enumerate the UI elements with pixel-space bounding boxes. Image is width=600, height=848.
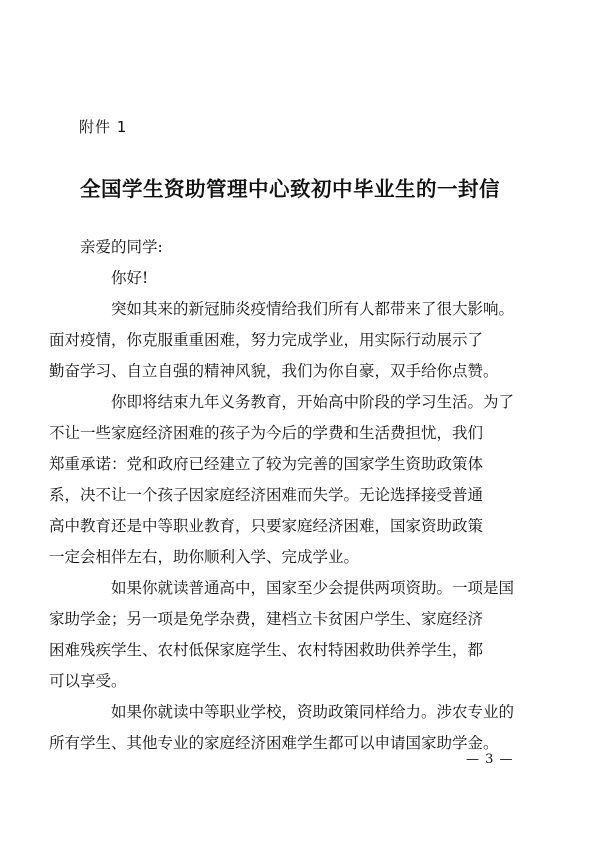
paragraph-line: 勤奋学习、自立自强的精神风貌，我们为你自豪，双手给你点赞。 (49, 362, 499, 380)
letter-body (49, 232, 528, 759)
paragraph-line: 高中教育还是中等职业教育，只要家庭经济困难，国家资助政策 (49, 517, 484, 535)
paragraph-line: 所有学生、其他专业的家庭经济困难学生都可以申请国家助学金。 (49, 734, 499, 752)
greeting: 你好! (111, 269, 149, 287)
paragraph-line: 你即将结束九年义务教育，开始高中阶段的学习生活。为了 (111, 393, 515, 411)
paragraph-line: 可以享受。 (49, 672, 127, 690)
paragraph-impact (49, 294, 528, 387)
paragraph-line: 系，决不让一个孩子因家庭经济困难而失学。无论选择接受普通 (49, 486, 484, 504)
paragraph-line: 困难残疾学生、农村低保家庭学生、农村特困救助供养学生，都 (49, 641, 484, 659)
paragraph-line: 家助学金；另一项是免学杂费，建档立卡贫困户学生、家庭经济 (49, 610, 484, 628)
paragraph-line: 郑重承诺：党和政府已经建立了较为完善的国家学生资助政策体 (49, 455, 484, 473)
page-number: — 3 — (466, 752, 514, 767)
paragraph-vocational (49, 697, 528, 759)
paragraph-line: 如果你就读中等职业学校，资助政策同样给力。涉农专业的 (111, 703, 515, 721)
paragraph-line: 一定会相伴左右，助你顺利入学、完成学业。 (49, 548, 360, 566)
paragraph-policy (49, 387, 528, 573)
salutation: 亲爱的同学: (80, 238, 163, 256)
paragraph-high-school (49, 573, 528, 697)
paragraph-line: 面对疫情，你克服重重困难，努力完成学业，用实际行动展示了 (49, 331, 484, 349)
paragraph-line: 如果你就读普通高中，国家至少会提供两项资助。一项是国 (111, 579, 515, 597)
letter-title: 全国学生资助管理中心致初中毕业生的一封信 (80, 177, 500, 201)
paragraph-line: 不让一些家庭经济困难的孩子为今后的学费和生活费担忧，我们 (49, 424, 484, 442)
attachment-label: 附件 1 (79, 118, 128, 136)
paragraph-line: 突如其来的新冠肺炎疫情给我们所有人都带来了很大影响。 (111, 300, 515, 318)
